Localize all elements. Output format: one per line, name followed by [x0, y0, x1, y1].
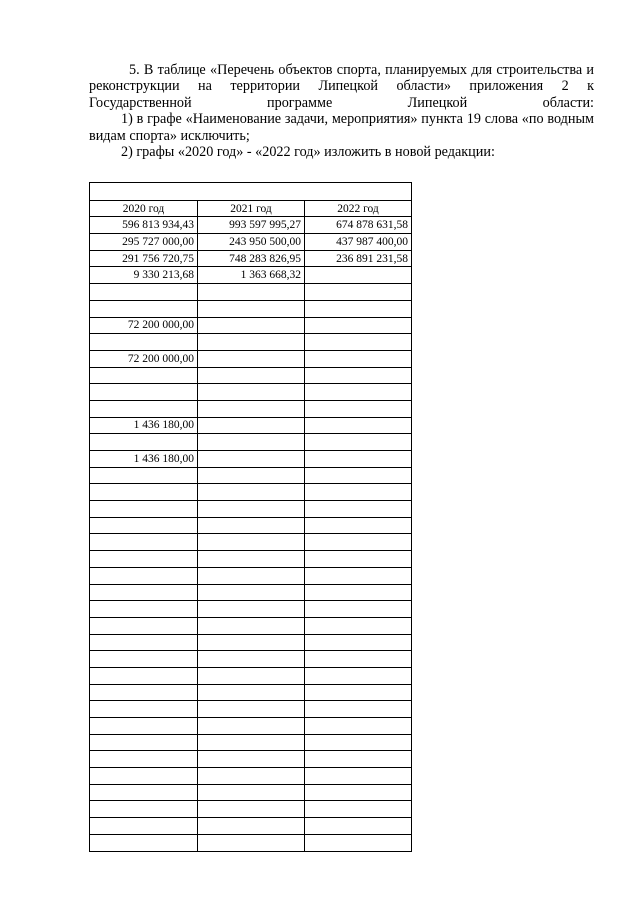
- cell-2021: 748 283 826,95: [198, 250, 305, 267]
- cell-2022: [305, 417, 412, 434]
- cell-2021: [198, 584, 305, 601]
- table-row: [90, 768, 412, 785]
- cell-2020: [90, 601, 198, 618]
- cell-2022: [305, 467, 412, 484]
- cell-2021: [198, 684, 305, 701]
- cell-2021: [198, 467, 305, 484]
- cell-2021: [198, 801, 305, 818]
- cell-2022: [305, 400, 412, 417]
- cell-2022: [305, 734, 412, 751]
- table-row: [90, 300, 412, 317]
- table-row: [90, 234, 412, 251]
- table-row: [90, 451, 412, 468]
- cell-2021: [198, 784, 305, 801]
- table-row: [90, 818, 412, 835]
- cell-2021: [198, 534, 305, 551]
- funding-table: [89, 182, 412, 852]
- table-row: [90, 534, 412, 551]
- cell-2021: [198, 334, 305, 351]
- table-row: [90, 784, 412, 801]
- cell-2021: [198, 634, 305, 651]
- cell-2021: [198, 567, 305, 584]
- cell-2020: [90, 667, 198, 684]
- cell-2022: [305, 634, 412, 651]
- table-row: [90, 801, 412, 818]
- cell-2022: [305, 267, 412, 284]
- cell-2020: [90, 634, 198, 651]
- cell-2021: [198, 367, 305, 384]
- cell-2021: [198, 317, 305, 334]
- cell-2021: [198, 551, 305, 568]
- cell-2022: [305, 367, 412, 384]
- cell-2020: [90, 751, 198, 768]
- table-row: [90, 417, 412, 434]
- table-row: [90, 584, 412, 601]
- cell-2020: 1 436 180,00: [90, 451, 198, 468]
- cell-2022: [305, 617, 412, 634]
- table-row: [90, 434, 412, 451]
- table-row: [90, 217, 412, 234]
- header-2022: 2022 год: [305, 200, 412, 217]
- table-row: [90, 484, 412, 501]
- cell-2021: [198, 834, 305, 851]
- cell-2020: [90, 517, 198, 534]
- cell-2020: [90, 784, 198, 801]
- table-row: [90, 334, 412, 351]
- table-row: [90, 317, 412, 334]
- cell-2022: [305, 718, 412, 735]
- cell-2020: [90, 400, 198, 417]
- cell-2022: [305, 334, 412, 351]
- paragraph-subitem-1: 1) в графе «Наименование задачи, мероприятия» пункта 19 слова «по водным видам спорта» исключить;: [89, 111, 594, 144]
- cell-2022: 236 891 231,58: [305, 250, 412, 267]
- paragraph-item-5: 5. В таблице «Перечень объектов спорта, планируемых для строительства и реконструкции на территории Липецкой области» приложения 2 к Государственной программе Липецкой области:: [89, 62, 594, 111]
- cell-2020: [90, 434, 198, 451]
- cell-2020: 295 727 000,00: [90, 234, 198, 251]
- table-row: [90, 617, 412, 634]
- cell-2022: [305, 684, 412, 701]
- cell-2022: [305, 667, 412, 684]
- cell-2021: [198, 617, 305, 634]
- paragraph-subitem-2: 2) графы «2020 год» - «2022 год» изложить в новой редакции:: [121, 144, 495, 161]
- cell-2021: [198, 284, 305, 301]
- cell-2020: [90, 334, 198, 351]
- cell-2021: [198, 434, 305, 451]
- cell-2020: [90, 284, 198, 301]
- table-row: [90, 718, 412, 735]
- cell-2020: [90, 484, 198, 501]
- cell-2022: [305, 317, 412, 334]
- cell-2020: 1 436 180,00: [90, 417, 198, 434]
- table-row: [90, 551, 412, 568]
- table-row: [90, 567, 412, 584]
- cell-2022: [305, 701, 412, 718]
- table-row: [90, 634, 412, 651]
- cell-2022: [305, 834, 412, 851]
- cell-2020: 596 813 934,43: [90, 217, 198, 234]
- cell-2022: 437 987 400,00: [305, 234, 412, 251]
- header-2021: 2021 год: [198, 200, 305, 217]
- cell-2022: [305, 534, 412, 551]
- cell-2020: [90, 718, 198, 735]
- cell-2020: [90, 801, 198, 818]
- table-row: [90, 751, 412, 768]
- cell-2021: [198, 517, 305, 534]
- funding-table-grid: [89, 182, 412, 852]
- cell-2022: [305, 517, 412, 534]
- cell-2020: [90, 551, 198, 568]
- cell-2020: [90, 534, 198, 551]
- cell-2020: [90, 567, 198, 584]
- table-row: [90, 267, 412, 284]
- header-2020: 2020 год: [90, 200, 198, 217]
- cell-2022: [305, 384, 412, 401]
- cell-2022: [305, 350, 412, 367]
- cell-2021: [198, 751, 305, 768]
- table-row: [90, 501, 412, 518]
- cell-2022: [305, 784, 412, 801]
- table-top-cell: [90, 183, 412, 201]
- cell-2021: [198, 501, 305, 518]
- cell-2020: [90, 701, 198, 718]
- cell-2021: [198, 300, 305, 317]
- cell-2020: [90, 818, 198, 835]
- cell-2021: [198, 400, 305, 417]
- cell-2020: 72 200 000,00: [90, 350, 198, 367]
- table-row: [90, 667, 412, 684]
- table-row: [90, 701, 412, 718]
- table-header-row: [90, 200, 412, 217]
- cell-2021: [198, 701, 305, 718]
- cell-2021: [198, 601, 305, 618]
- table-row: [90, 384, 412, 401]
- cell-2020: [90, 367, 198, 384]
- cell-2020: [90, 384, 198, 401]
- cell-2020: [90, 501, 198, 518]
- cell-2022: [305, 584, 412, 601]
- table-row: [90, 284, 412, 301]
- table-row: [90, 517, 412, 534]
- cell-2022: 674 878 631,58: [305, 217, 412, 234]
- document-text: [89, 62, 594, 160]
- table-row: [90, 400, 412, 417]
- cell-2022: [305, 801, 412, 818]
- cell-2020: [90, 734, 198, 751]
- table-row: [90, 467, 412, 484]
- cell-2020: [90, 467, 198, 484]
- table-row: [90, 367, 412, 384]
- table-row: [90, 734, 412, 751]
- cell-2021: [198, 667, 305, 684]
- cell-2021: [198, 718, 305, 735]
- cell-2022: [305, 300, 412, 317]
- table-row: [90, 601, 412, 618]
- cell-2022: [305, 551, 412, 568]
- table-row: [90, 651, 412, 668]
- cell-2020: 291 756 720,75: [90, 250, 198, 267]
- cell-2020: [90, 584, 198, 601]
- cell-2022: [305, 818, 412, 835]
- cell-2022: [305, 651, 412, 668]
- cell-2021: [198, 818, 305, 835]
- cell-2022: [305, 451, 412, 468]
- cell-2022: [305, 484, 412, 501]
- cell-2022: [305, 567, 412, 584]
- cell-2020: [90, 768, 198, 785]
- cell-2020: [90, 684, 198, 701]
- table-row: [90, 684, 412, 701]
- cell-2020: [90, 300, 198, 317]
- cell-2021: [198, 768, 305, 785]
- cell-2020: [90, 617, 198, 634]
- cell-2021: [198, 350, 305, 367]
- cell-2021: [198, 651, 305, 668]
- cell-2022: [305, 768, 412, 785]
- cell-2022: [305, 601, 412, 618]
- cell-2022: [305, 501, 412, 518]
- cell-2021: 1 363 668,32: [198, 267, 305, 284]
- cell-2021: [198, 484, 305, 501]
- cell-2021: [198, 417, 305, 434]
- cell-2021: 243 950 500,00: [198, 234, 305, 251]
- cell-2021: [198, 734, 305, 751]
- cell-2020: [90, 651, 198, 668]
- table-row: [90, 834, 412, 851]
- cell-2021: [198, 451, 305, 468]
- cell-2020: [90, 834, 198, 851]
- table-row: [90, 250, 412, 267]
- table-merged-top-row: [90, 183, 412, 201]
- cell-2020: 9 330 213,68: [90, 267, 198, 284]
- table-row: [90, 350, 412, 367]
- cell-2022: [305, 434, 412, 451]
- cell-2022: [305, 751, 412, 768]
- cell-2021: 993 597 995,27: [198, 217, 305, 234]
- cell-2021: [198, 384, 305, 401]
- cell-2020: 72 200 000,00: [90, 317, 198, 334]
- cell-2022: [305, 284, 412, 301]
